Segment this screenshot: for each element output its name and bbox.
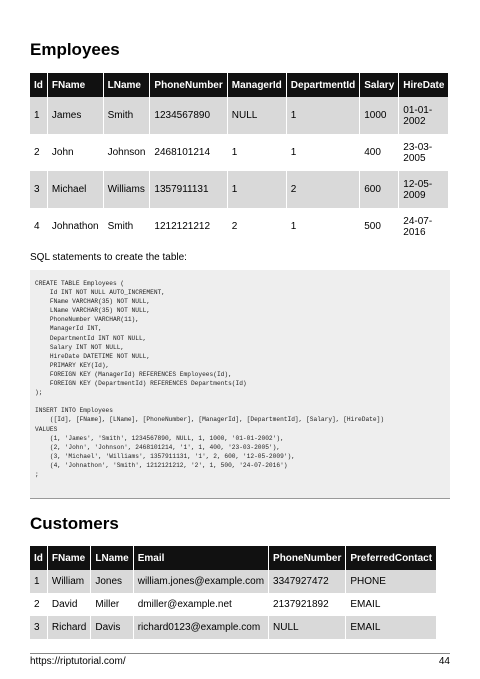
cell-departmentid: 1 <box>286 208 359 245</box>
cell-fname: Richard <box>47 616 90 639</box>
column-header-phonenumber: PhoneNumber <box>269 546 346 570</box>
sql-code-block: CREATE TABLE Employees ( Id INT NOT NULL AUTO_INCREMENT, FName VARCHAR(35) NOT NULL, LName VARCHAR(35) NOT NULL, PhoneNumber VARCHAR(11), ManagerId INT, DepartmentId INT NOT NULL, Salary INT NOT NULL, HireDate DATETIME NOT NULL, PRIMARY KEY(Id), FOREIGN KEY (ManagerId) REFERENCES Employees(Id), FOREIGN KEY (DepartmentId) REFERENCES Departments(Id) ); INSERT INTO Employees ([Id], [FName], [LName], [PhoneNumber], [ManagerId], [DepartmentId], [Salary], [HireDate]) VALUES (1, 'James', 'Smith', 1234567890, NULL, 1, 1000, '01-01-2002'), (2, 'John', 'Johnson', 2468101214, '1', 1, 400, '23-03-2005'), (3, 'Michael', 'Williams', 1357911131, '1', 2, 600, '12-05-2009'), (4, 'Johnathon', 'Smith', 1212121212, '2', 1, 500, '24-07-2016') ; <box>30 270 450 499</box>
cell-preferredcontact: EMAIL <box>346 593 437 616</box>
cell-managerid: NULL <box>227 97 286 134</box>
cell-hiredate: 23-03-2005 <box>399 134 449 171</box>
table-header-row <box>30 73 449 97</box>
sql-intro-text: SQL statements to create the table: <box>30 252 187 263</box>
table-row <box>30 208 449 245</box>
column-header-fname: FName <box>47 546 90 570</box>
cell-email: richard0123@example.com <box>133 616 268 639</box>
cell-managerid: 1 <box>227 134 286 171</box>
cell-hiredate: 12-05-2009 <box>399 171 449 208</box>
column-header-managerid: ManagerId <box>227 73 286 97</box>
column-header-salary: Salary <box>360 73 399 97</box>
cell-salary: 600 <box>360 171 399 208</box>
cell-lname: Johnson <box>103 134 150 171</box>
cell-departmentid: 1 <box>286 134 359 171</box>
column-header-lname: LName <box>103 73 150 97</box>
cell-fname: Johnathon <box>47 208 103 245</box>
cell-fname: James <box>47 97 103 134</box>
cell-id: 3 <box>30 171 47 208</box>
footer-link[interactable]: https://riptutorial.com/ <box>30 656 126 667</box>
cell-fname: John <box>47 134 103 171</box>
cell-fname: Michael <box>47 171 103 208</box>
column-header-id: Id <box>30 546 47 570</box>
cell-preferredcontact: EMAIL <box>346 616 437 639</box>
cell-salary: 1000 <box>360 97 399 134</box>
cell-id: 2 <box>30 593 47 616</box>
cell-hiredate: 01-01-2002 <box>399 97 449 134</box>
cell-phonenumber: 1357911131 <box>150 171 227 208</box>
cell-phonenumber: 3347927472 <box>269 570 346 593</box>
column-header-lname: LName <box>91 546 133 570</box>
cell-lname: Miller <box>91 593 133 616</box>
table-header-row <box>30 546 437 570</box>
cell-phonenumber: NULL <box>269 616 346 639</box>
table-row <box>30 171 449 208</box>
cell-departmentid: 2 <box>286 171 359 208</box>
cell-preferredcontact: PHONE <box>346 570 437 593</box>
cell-lname: Williams <box>103 171 150 208</box>
employees-table <box>30 73 449 245</box>
cell-email: dmiller@example.net <box>133 593 268 616</box>
table-row <box>30 570 437 593</box>
cell-id: 4 <box>30 208 47 245</box>
cell-phonenumber: 1234567890 <box>150 97 227 134</box>
table-row <box>30 593 437 616</box>
column-header-fname: FName <box>47 73 103 97</box>
cell-managerid: 2 <box>227 208 286 245</box>
column-header-hiredate: HireDate <box>399 73 449 97</box>
cell-salary: 500 <box>360 208 399 245</box>
employees-heading: Employees <box>30 40 120 59</box>
cell-email: william.jones@example.com <box>133 570 268 593</box>
cell-hiredate: 24-07-2016 <box>399 208 449 245</box>
cell-id: 2 <box>30 134 47 171</box>
cell-managerid: 1 <box>227 171 286 208</box>
cell-salary: 400 <box>360 134 399 171</box>
column-header-departmentid: DepartmentId <box>286 73 359 97</box>
cell-lname: Jones <box>91 570 133 593</box>
cell-phonenumber: 2137921892 <box>269 593 346 616</box>
column-header-phonenumber: PhoneNumber <box>150 73 227 97</box>
cell-fname: William <box>47 570 90 593</box>
cell-lname: Davis <box>91 616 133 639</box>
table-row <box>30 616 437 639</box>
customers-table <box>30 546 437 639</box>
table-row <box>30 134 449 171</box>
column-header-preferredcontact: PreferredContact <box>346 546 437 570</box>
footer-divider <box>30 653 450 654</box>
cell-departmentid: 1 <box>286 97 359 134</box>
table-row <box>30 97 449 134</box>
column-header-email: Email <box>133 546 268 570</box>
cell-id: 1 <box>30 570 47 593</box>
column-header-id: Id <box>30 73 47 97</box>
cell-id: 3 <box>30 616 47 639</box>
customers-heading: Customers <box>30 514 119 533</box>
cell-phonenumber: 2468101214 <box>150 134 227 171</box>
cell-id: 1 <box>30 97 47 134</box>
cell-lname: Smith <box>103 97 150 134</box>
cell-lname: Smith <box>103 208 150 245</box>
page-number: 44 <box>438 656 450 667</box>
cell-fname: David <box>47 593 90 616</box>
cell-phonenumber: 1212121212 <box>150 208 227 245</box>
